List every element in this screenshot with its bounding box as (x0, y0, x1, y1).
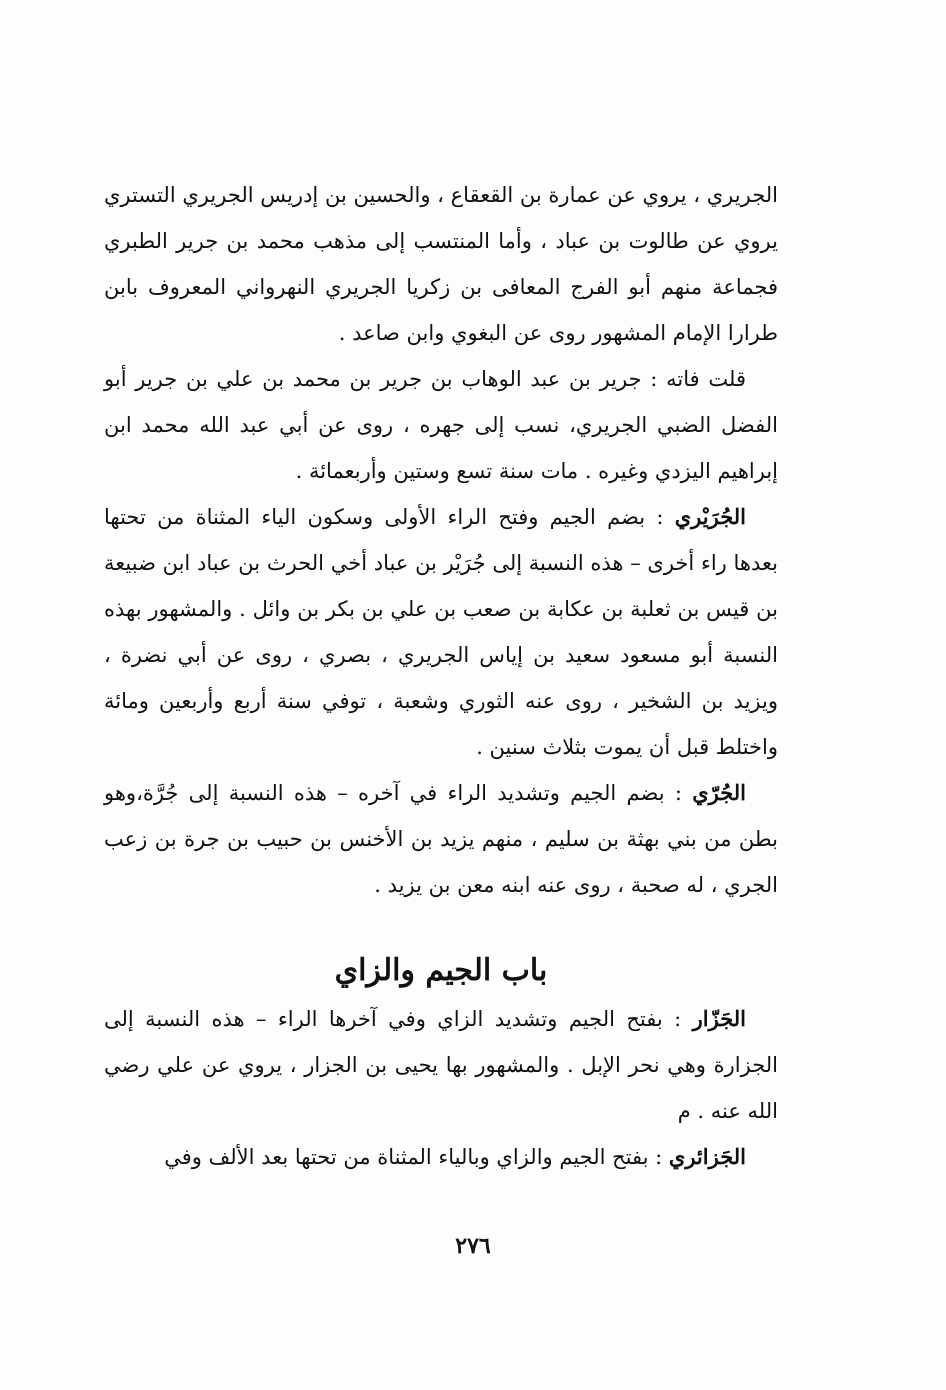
entry-aljazzar (104, 996, 778, 1134)
entry-text: : بضم الجيم وفتح الراء الأولى وسكون الياء المثناة من تحتها بعدها راء أخرى – هذه النسبة إلى جُرَيْر بن عباد أخي الحرث بن عباد ابن ضبيعة بن قيس بن ثعلبة بن عكابة بن صعب بن علي بن بكر بن وائل . والمشهور بهذه النسبة أبو مسعود سعيد بن إياس الجريري ، بصري ، روى عن أبي نضرة ، ويزيد بن الشخير ، روى عنه الثوري وشعبة ، توفي سنة أربع وأربعين ومائة واختلط قبل أن يموت بثلاث سنين . (104, 505, 778, 759)
entry-text: : بفتح الجيم وتشديد الزاي وفي آخرها الراء – هذه النسبة إلى الجزارة وهي نحر الإبل . والمشهور بها يحيى بن الجزار ، يروي عن علي رضي الله عنه . م (104, 1007, 778, 1123)
paragraph-text: قلت فاته : جرير بن عبد الوهاب بن جرير بن محمد بن علي بن جرير أبو الفضل الضبي الجريري، نسب إلى جهره ، روى عن أبي عبد الله محمد ابن إبراهيم اليزدي وغيره . مات سنة تسع وستين وأربعمائة . (104, 367, 778, 483)
paragraph-aljariri-continued (104, 172, 778, 356)
entry-text: : بفتح الجيم والزاي وبالياء المثناة من تحتها بعد الألف وفي (164, 1145, 669, 1169)
entry-term: الجَزائري (668, 1144, 746, 1169)
section-text-block (104, 996, 778, 1180)
entry-term: الجُرّي (692, 780, 746, 805)
entry-term: الجُرَيْري (674, 504, 746, 529)
entry-text: : بضم الجيم وتشديد الراء في آخره – هذه النسبة إلى جُرَّة،وهو بطن من بني بهثة بن سليم ، منهم يزيد بن الأخنس بن حبيب بن جرة بن زعب الجري ، له صحبة ، روى عنه ابنه معن بن يزيد . (104, 781, 778, 897)
entry-aljazairi (104, 1134, 778, 1180)
paragraph-text: الجريري ، يروي عن عمارة بن القعقاع ، والحسين بن إدريس الجريري التستري يروي عن طالوت بن عباد ، وأما المنتسب إلى مذهب محمد بن جرير الطبري فجماعة منهم أبو الفرج المعافى بن زكريا الجريري النهرواني المعروف بابن طرارا الإمام المشهور روى عن البغوي وابن صاعد . (104, 183, 778, 345)
main-text-block (104, 172, 778, 908)
paragraph-note (104, 356, 778, 494)
page-number: ٢٧٦ (455, 1233, 491, 1259)
section-heading: باب الجيم والزاي (334, 953, 548, 988)
entry-aljurayri (104, 494, 778, 770)
entry-aljurri (104, 770, 778, 908)
entry-term: الجَزّار (692, 1006, 746, 1031)
